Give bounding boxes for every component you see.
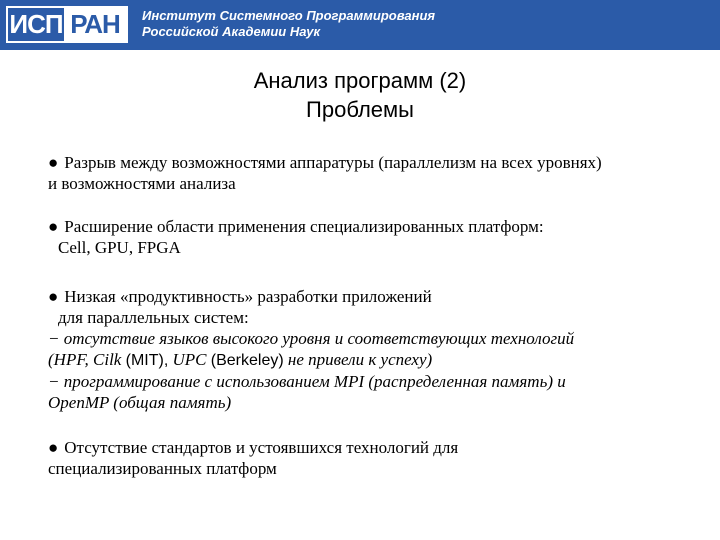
bullet-dot-icon: ● — [48, 287, 59, 306]
ispras-logo — [6, 6, 128, 43]
logo-text-left: ИСП — [9, 9, 63, 39]
bullet-3-sub-2-line-2: OpenMP (общая память) — [48, 393, 232, 412]
hpf-cilk-text: (HPF, Cilk — [48, 350, 126, 369]
institute-line-1: Институт Системного Программирования — [142, 8, 436, 23]
bullet-1 — [48, 152, 708, 194]
mit-text: (MIT), — [125, 352, 169, 369]
bullet-3-line-2: для параллельных систем: — [58, 308, 249, 327]
bullet-1-line-2: и возможностями анализа — [48, 174, 236, 193]
berkeley-text: (Berkeley) — [210, 352, 284, 369]
bullet-1-line-1: Разрыв между возможностями аппаратуры (параллелизм на всех уровнях) — [64, 153, 602, 172]
bullet-2-line-1: Расширение области применения специализированных платформ: — [64, 217, 544, 236]
bullet-4-line-1: Отсутствие стандартов и устоявшихся технологий для — [64, 438, 459, 457]
bullet-4 — [48, 437, 708, 479]
bullet-4-line-2: специализированных платформ — [48, 459, 277, 478]
bullet-dot-icon: ● — [48, 217, 59, 236]
institute-line-2: Российской Академии Наук — [142, 24, 321, 39]
bullet-3-sub-1-line-2 — [48, 349, 708, 371]
upc-text: UPC — [168, 350, 211, 369]
bullet-3-line-1: Низкая «продуктивность» разработки приложений — [64, 287, 432, 306]
institute-name — [142, 8, 435, 40]
bullet-2 — [48, 216, 708, 258]
bullet-dot-icon: ● — [48, 153, 59, 172]
sub-1-tail-text: не привели к успеху) — [283, 350, 433, 369]
bullet-3-sub-2-line-1: − программирование с использованием MPI (распределенная память) и — [48, 372, 566, 391]
logo-text-right: РАН — [64, 8, 126, 41]
bullet-3-sub-1-line-1: − отсутствие языков высокого уровня и соответствующих технологий — [48, 329, 575, 348]
header-banner — [0, 0, 720, 50]
slide-title — [150, 66, 570, 124]
bullet-2-line-2: Cell, GPU, FPGA — [58, 238, 181, 257]
bullet-3 — [48, 286, 708, 413]
bullet-dot-icon: ● — [48, 438, 59, 457]
title-line-2: Проблемы — [306, 97, 414, 122]
title-line-1: Анализ программ (2) — [253, 68, 467, 93]
